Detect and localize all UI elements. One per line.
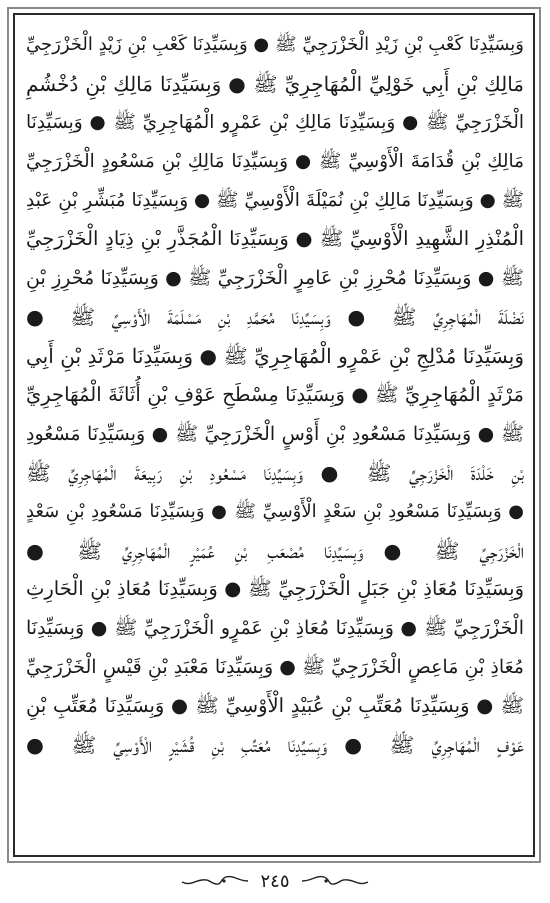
text-line: مَرْثَدٍ الْمُهَاجِرِيِّ ﷺ ● وَبِسَيِّدِنَا مِسْطَحِ عَوْفِ بْنِ أُثَاثَةَ الْمُهَاجِرِيِّ [26,383,524,407]
text-line: نَضْلَةَ الْمُهَاجِرِيِّ ﷺ ● وَبِسَيِّدِنَا مُحَمَّدِ بْنِ مَسْلَمَةَ الْأَوْسِيِّ ﷺ ● [26,305,524,330]
text-line: وَبِسَيِّدِنَا مُدْلِجِ بْنِ عَمْرٍو الْمُهَاجِرِيِّ ﷺ ● وَبِسَيِّدِنَا مَرْثَدِ بْنِ أَبِي [26,344,524,369]
text-line: الْخَزْرَجِيِّ ﷺ ● وَبِسَيِّدِنَا مُعَاذِ بْنِ عَمْرٍو الْخَزْرَجِيِّ ﷺ ● وَبِسَيِّدِنَا [26,617,524,640]
text-line: ﷺ ● وَبِسَيِّدِنَا مَسْعُودِ بْنِ أَوْسٍ الْخَزْرَجِيِّ ﷺ ● وَبِسَيِّدِنَا مَسْعُودِ [26,422,524,445]
text-line: مُعَاذِ بْنِ مَاعِصٍ الْخَزْرَجِيِّ ﷺ ● وَبِسَيِّدِنَا مَعْبَدِ بْنِ قَيْسٍ الْخَزْرَجِيِّ [26,656,524,679]
text-line: بْنِ خَلْدَةَ الْخَزْرَجِيِّ ﷺ ● وَبِسَيِّدِنَا مَسْعُودِ بْنِ رَبِيعَةَ الْمُهَاجِرِيِّ ﷺ [26,460,524,485]
text-line: ﷺ ● وَبِسَيِّدِنَا مَالِكِ بْنِ نُمَيْلَةَ الْأَوْسِيِّ ﷺ ● وَبِسَيِّدِنَا مُبَشِّرِ بْنِ عَبْدِ [26,189,524,211]
text-body [26,26,524,846]
text-line: ● وَبِسَيِّدِنَا مَسْعُودِ بْنِ سَعْدٍ الْأَوْسِيِّ ﷺ ● وَبِسَيِّدِنَا مَسْعُودِ بْنِ سَعْدٍ [26,500,524,522]
text-line: ﷺ ● وَبِسَيِّدِنَا مُحْرِزِ بْنِ عَامِرٍ الْخَزْرَجِيِّ ﷺ ● وَبِسَيِّدِنَا مُحْرِزِ بْنِ [26,267,524,290]
text-line: وَبِسَيِّدِنَا مُعَاذِ بْنِ جَبَلٍ الْخَزْرَجِيِّ ﷺ ● وَبِسَيِّدِنَا مُعَاذِ بْنِ الْحَارِثِ [26,577,524,601]
flourish-right-icon [300,873,370,889]
text-line: مَالِكِ بْنِ أَبِي خَوْلِيِّ الْمُهَاجِرِيِّ ﷺ ● وَبِسَيِّدِنَا مَالِكِ بْنِ دُخْشُمِ [26,71,524,96]
text-line: الْمُنْذِرِ الشَّهِيدِ الْأَوْسِيِّ ﷺ ● وَبِسَيِّدِنَا الْمُجَذَّرِ بْنِ ذِيَادٍ الْخَزْرَجِيِّ [26,227,524,251]
text-line: مَالِكِ بْنِ قُدَامَةَ الْأَوْسِيِّ ﷺ ● وَبِسَيِّدِنَا مَالِكِ بْنِ مَسْعُودٍ الْخَزْرَجِيِّ [26,150,524,172]
text-line: عَوْفٍ الْمُهَاجِرِيِّ ﷺ ● وَبِسَيِّدِنَا مُعَتِّبِ بْنِ قُشَيْرٍ الْأَوْسِيِّ ﷺ ● [26,733,524,758]
page-footer [0,866,550,896]
text-line: الْخَزْرَجِيِّ ﷺ ● وَبِسَيِّدِنَا مَالِكِ بْنِ عَمْرٍو الْمُهَاجِرِيِّ ﷺ ● وَبِسَيِّدِنَا [26,111,524,133]
text-line: ﷺ ● وَبِسَيِّدِنَا مُعَتِّبِ بْنِ عُبَيْدٍ الْأَوْسِيِّ ﷺ ● وَبِسَيِّدِنَا مُعَتِّبِ بْنِ [26,694,524,718]
text-line: الْخَزْرَجِيِّ ﷺ ● وَبِسَيِّدِنَا مُصْعَبِ بْنِ عُمَيْرٍ الْمُهَاجِرِيِّ ﷺ ● [26,538,524,563]
flourish-left-icon [180,873,250,889]
text-line: وَبِسَيِّدِنَا كَعْبِ بْنِ زَيْدِ الْخَزْرَجِيِّ ﷺ ● وَبِسَيِّدِنَا كَعْبِ بْنِ زَيْدٍ الْخَزْرَجِيِّ [26,34,524,55]
page-number: ٢٤٥ [260,870,290,892]
